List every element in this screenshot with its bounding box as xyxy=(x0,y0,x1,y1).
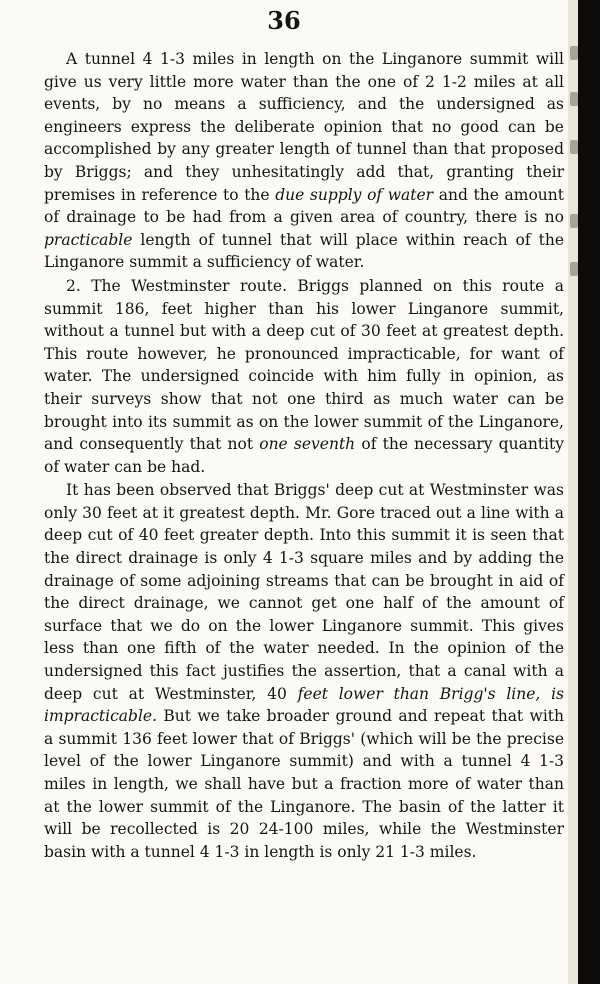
paragraph-westminster-route xyxy=(44,275,564,478)
bleed-mark xyxy=(570,92,578,106)
text-segment: 2. The Westminster route. Briggs planned on this route a summit 186, feet higher than his lower Linganore summit, without a tunnel but with a deep cut of 30 feet at greatest depth. This route however, he pronounced impracticable, for want of water. The undersigned coincide with him fully in opinion, as their surveys show that not one third as much water can be brought into its summit as on the lower summit of the Linganore, and consequently that not xyxy=(44,276,564,454)
text-segment: But we take broader ground and repeat that with a summit 136 feet lower that of Briggs' (which will be the precise level of the lower Linganore summit) and with a tunnel 4 1-3 miles in length, we shall have but a fraction more of water than at the lower summit of the Linganore. The basin of the latter it will be recollected is 20 24-100 miles, while the Westminster basin with a tunnel 4 1-3 in length is only 21 1-3 miles. xyxy=(44,707,564,861)
bleed-mark xyxy=(570,140,578,154)
page-number: 36 xyxy=(267,6,301,35)
text-segment-italic: feet lower than Brigg's line, is impracticable. xyxy=(44,684,564,726)
text-segment: length of tunnel that will place within reach of the Linganore summit a sufficiency of water. xyxy=(44,230,564,272)
adjacent-page-edge xyxy=(568,0,600,984)
binding-shadow xyxy=(578,0,600,984)
bleed-mark xyxy=(570,46,578,60)
bleed-mark xyxy=(570,262,578,276)
text-segment-italic: one seventh xyxy=(259,435,356,454)
paragraph-tunnel-linganore xyxy=(44,48,564,274)
text-segment-italic: practicable xyxy=(44,230,133,249)
text-segment: It has been observed that Briggs' deep cut at Westminster was only 30 feet at it greatest depth. Mr. Gore traced out a line with a deep cut of 40 feet greater depth. Into this summit it is seen that the direct drainage is only 4 1-3 square miles and by adding the drainage of some adjoining streams that can be brought in aid of the direct drainage, we cannot get one half of the amount of surface that we do on the lower Linganore summit. This gives less than one fifth of the water needed. In the opinion of the undersigned this fact justifies the assertion, that a canal with a deep cut at Westminster, 40 xyxy=(44,481,564,703)
text-segment-italic: due supply of water xyxy=(275,185,434,204)
paragraph-deep-cut xyxy=(44,479,564,863)
bleed-mark xyxy=(570,214,578,228)
text-segment: of the necessary quantity of water can be had. xyxy=(44,435,564,476)
text-segment: and the amount of drainage to be had from a given area of country, there is no xyxy=(44,185,564,227)
body-text xyxy=(44,48,564,863)
text-segment: A tunnel 4 1-3 miles in length on the Linganore summit will give us very little more water than the one of 2 1-2 miles at all events, by no means a sufficiency, and the undersigned as engineers express the deliberate opinion that no good can be accomplished by any greater length of tunnel than that proposed by Briggs; and they unhesitatingly add that, granting their premises in reference to the xyxy=(44,50,564,204)
